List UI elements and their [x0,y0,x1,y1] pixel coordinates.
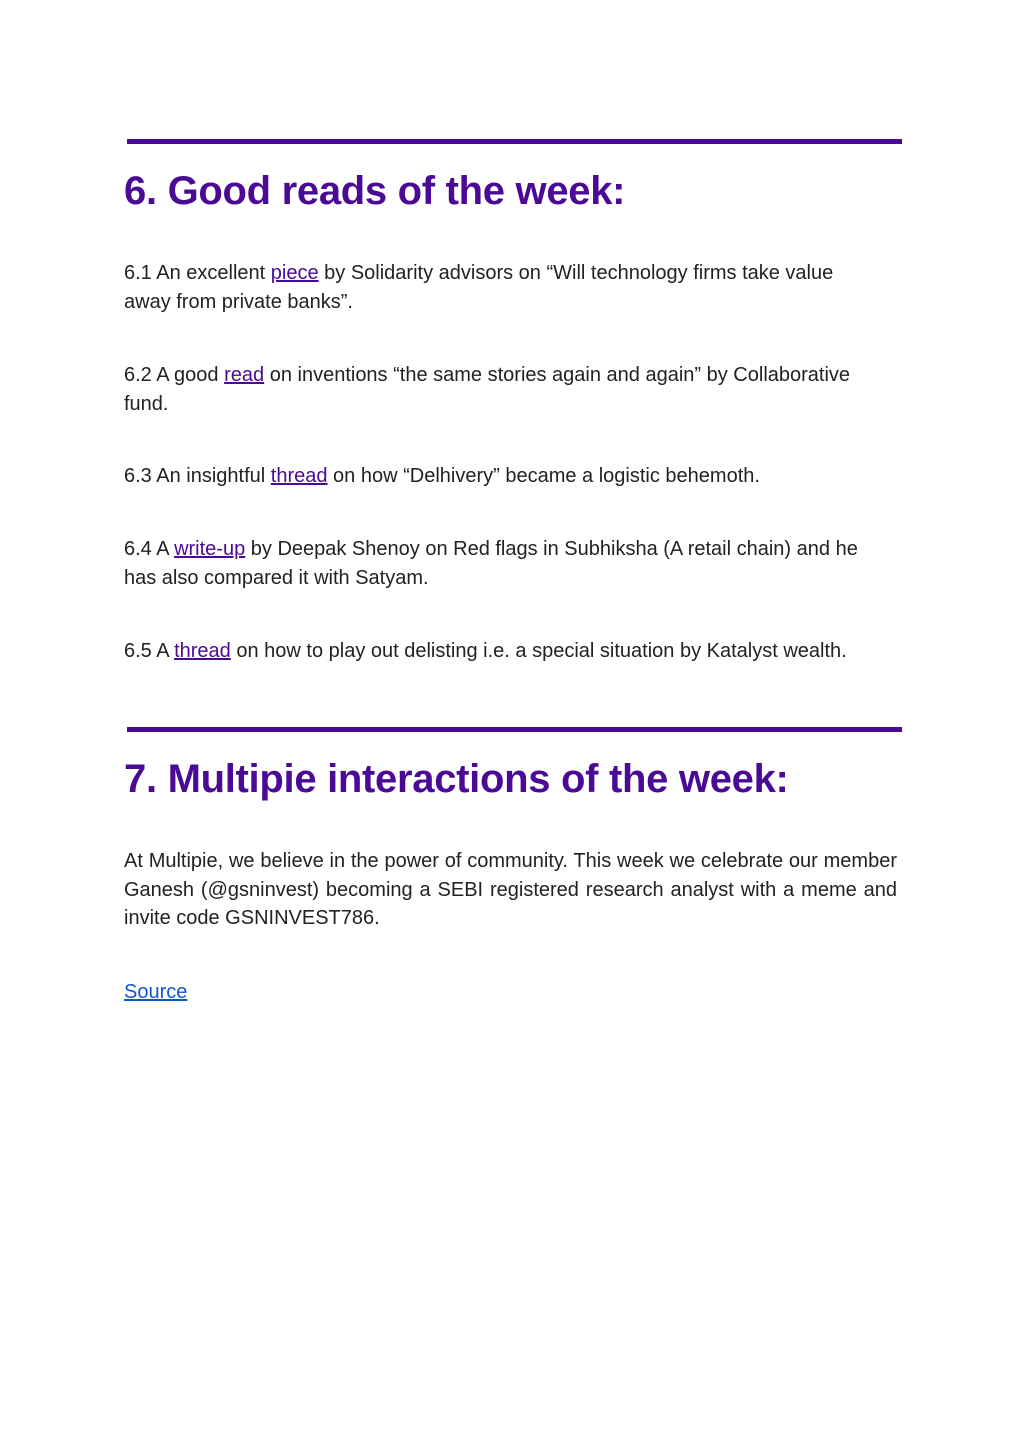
read-item-text: 6.3 An insightful [124,465,271,487]
section-6-heading: 6. Good reads of the week: [124,169,626,213]
read-item-text: 6.4 A [124,538,175,560]
piece-link[interactable]: piece [270,262,319,284]
read-item-text: 6.2 A good [124,364,225,386]
read-item-text: 6.5 A [124,640,175,662]
read-item-6-2 [124,361,884,418]
read-item-6-4 [124,535,884,592]
read-item-text: on inventions “the same stories again and again” by Collaborative fund. [124,364,851,415]
section-7-heading: 7. Multipie interactions of the week: [124,757,789,801]
read-item-text: 6.1 An excellent [124,262,271,284]
section-divider [127,727,902,732]
interaction-paragraph: At Multipie, we believe in the power of community. This week we celebrate our member Ganesh (@gsninvest) becoming a SEBI registered research analyst with a meme and invite code GSNINVEST786. [124,850,897,929]
write-up-link[interactable]: write-up [174,538,246,560]
source-link[interactable]: Source [124,981,188,1003]
thread-link[interactable]: thread [270,465,328,487]
read-item-text: on how to play out delisting i.e. a special situation by Katalyst wealth. [230,640,847,662]
section-divider [127,139,902,144]
read-item-6-5 [124,637,902,666]
read-item-text: by Solidarity advisors on “Will technology firms take value away from private banks”. [124,262,834,313]
read-item-6-1 [124,259,884,316]
read-item-text: by Deepak Shenoy on Red flags in Subhiksha (A retail chain) and he has also compared it with Satyam. [124,538,858,589]
source-line [124,978,187,1007]
read-item-6-3 [124,462,894,491]
thread-link[interactable]: thread [174,640,231,662]
read-item-text: on how “Delhivery” became a logistic behemoth. [327,465,760,487]
read-link[interactable]: read [224,364,265,386]
